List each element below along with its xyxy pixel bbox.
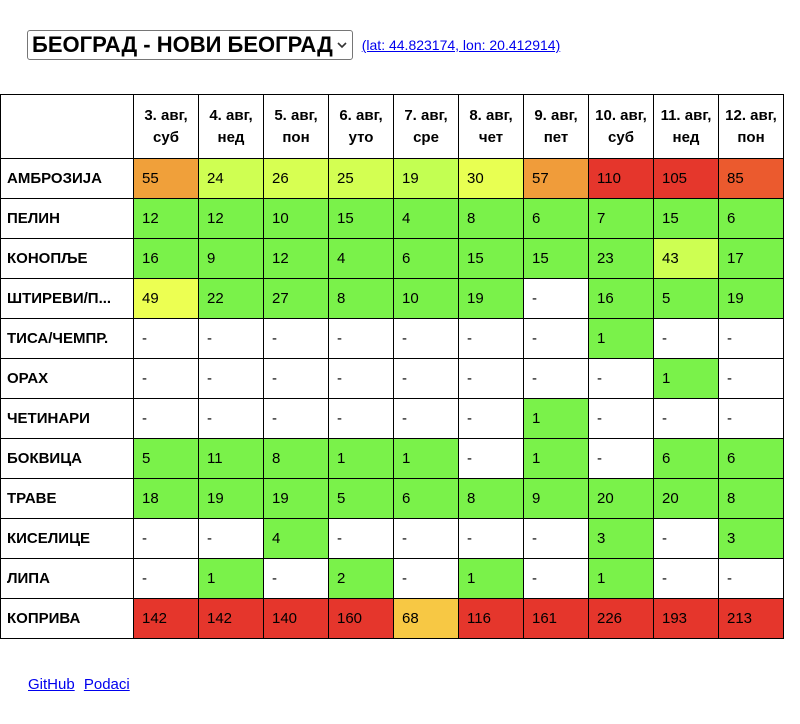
pollen-value-cell: 17 — [719, 239, 784, 279]
pollen-value-cell: 1 — [394, 439, 459, 479]
day-date: 4. авг, — [209, 106, 253, 124]
pollen-value-cell: 7 — [589, 199, 654, 239]
pollen-value-cell: 12 — [264, 239, 329, 279]
pollen-value-cell: 6 — [719, 199, 784, 239]
pollen-value-cell: 25 — [329, 159, 394, 199]
podaci-link[interactable]: Podaci — [83, 676, 130, 693]
pollen-value-cell: - — [264, 319, 329, 359]
pollen-table — [0, 94, 784, 639]
day-header — [199, 95, 264, 159]
row-label: ЧЕТИНАРИ — [1, 399, 134, 439]
table-row — [1, 399, 784, 439]
table-row — [1, 439, 784, 479]
table-row — [1, 239, 784, 279]
pollen-value-cell: - — [589, 439, 654, 479]
coordinates-link[interactable]: (lat: 44.823174, lon: 20.412914) — [361, 37, 561, 53]
day-weekday: сре — [413, 128, 439, 146]
pollen-value-cell: 1 — [524, 399, 589, 439]
pollen-value-cell: - — [199, 319, 264, 359]
day-date: 10. авг, — [595, 106, 647, 124]
row-label: ШТИРЕВИ/П... — [1, 279, 134, 319]
pollen-value-cell: - — [524, 279, 589, 319]
day-weekday: нед — [672, 128, 700, 146]
pollen-value-cell: 8 — [329, 279, 394, 319]
day-date: 3. авг, — [144, 106, 188, 124]
day-header — [654, 95, 719, 159]
pollen-value-cell: - — [329, 399, 394, 439]
day-weekday: пон — [282, 128, 310, 146]
pollen-value-cell: - — [394, 319, 459, 359]
pollen-value-cell: 6 — [394, 239, 459, 279]
pollen-value-cell: 19 — [394, 159, 459, 199]
day-weekday: суб — [153, 128, 179, 146]
pollen-value-cell: - — [199, 519, 264, 559]
footer — [28, 676, 135, 693]
pollen-value-cell: 12 — [199, 199, 264, 239]
pollen-value-cell: - — [719, 319, 784, 359]
pollen-value-cell: 24 — [199, 159, 264, 199]
pollen-value-cell: 1 — [654, 359, 719, 399]
day-date: 12. авг, — [725, 106, 777, 124]
pollen-value-cell: - — [329, 359, 394, 399]
table-row — [1, 319, 784, 359]
pollen-value-cell: 55 — [134, 159, 199, 199]
day-date: 8. авг, — [469, 106, 513, 124]
pollen-value-cell: 6 — [524, 199, 589, 239]
pollen-value-cell: 16 — [134, 239, 199, 279]
pollen-value-cell: 8 — [264, 439, 329, 479]
pollen-value-cell: - — [459, 319, 524, 359]
table-row — [1, 159, 784, 199]
pollen-value-cell: - — [524, 359, 589, 399]
pollen-value-cell: - — [524, 319, 589, 359]
pollen-value-cell: 1 — [589, 319, 654, 359]
pollen-value-cell: 18 — [134, 479, 199, 519]
table-body — [1, 159, 784, 639]
day-header — [134, 95, 199, 159]
day-header — [719, 95, 784, 159]
pollen-value-cell: - — [589, 399, 654, 439]
pollen-value-cell: - — [719, 559, 784, 599]
pollen-value-cell: 16 — [589, 279, 654, 319]
pollen-value-cell: - — [199, 399, 264, 439]
pollen-value-cell: 226 — [589, 599, 654, 639]
day-weekday: суб — [608, 128, 634, 146]
pollen-value-cell: 57 — [524, 159, 589, 199]
pollen-value-cell: 19 — [199, 479, 264, 519]
pollen-value-cell: - — [524, 519, 589, 559]
pollen-value-cell: 1 — [459, 559, 524, 599]
day-header — [589, 95, 654, 159]
pollen-value-cell: 68 — [394, 599, 459, 639]
pollen-value-cell: - — [134, 399, 199, 439]
pollen-value-cell: 85 — [719, 159, 784, 199]
pollen-value-cell: 20 — [589, 479, 654, 519]
row-label: КОПРИВА — [1, 599, 134, 639]
pollen-value-cell: 15 — [524, 239, 589, 279]
table-row — [1, 559, 784, 599]
table-row — [1, 199, 784, 239]
pollen-value-cell: - — [459, 439, 524, 479]
pollen-value-cell: 23 — [589, 239, 654, 279]
pollen-value-cell: 1 — [589, 559, 654, 599]
pollen-value-cell: 6 — [719, 439, 784, 479]
pollen-value-cell: - — [719, 359, 784, 399]
pollen-value-cell: 19 — [264, 479, 329, 519]
pollen-value-cell: - — [134, 519, 199, 559]
location-select[interactable] — [27, 30, 353, 60]
row-label: ЛИПА — [1, 559, 134, 599]
pollen-value-cell: - — [394, 519, 459, 559]
day-header — [329, 95, 394, 159]
location-select-value: БЕОГРАД - НОВИ БЕОГРАД — [32, 32, 333, 57]
pollen-value-cell: 142 — [134, 599, 199, 639]
day-weekday: чет — [478, 128, 504, 146]
table-row — [1, 519, 784, 559]
pollen-value-cell: 19 — [459, 279, 524, 319]
pollen-value-cell: - — [654, 519, 719, 559]
day-weekday: пон — [737, 128, 765, 146]
pollen-value-cell: 20 — [654, 479, 719, 519]
pollen-value-cell: - — [134, 559, 199, 599]
pollen-value-cell: - — [719, 399, 784, 439]
pollen-value-cell: 193 — [654, 599, 719, 639]
pollen-value-cell: 22 — [199, 279, 264, 319]
pollen-value-cell: 8 — [719, 479, 784, 519]
pollen-value-cell: - — [459, 359, 524, 399]
pollen-value-cell: 4 — [329, 239, 394, 279]
day-date: 11. авг, — [660, 106, 712, 124]
row-label: ТИСА/ЧЕМПР. — [1, 319, 134, 359]
pollen-value-cell: 213 — [719, 599, 784, 639]
day-header — [459, 95, 524, 159]
github-link[interactable]: GitHub — [28, 676, 75, 693]
pollen-value-cell: - — [394, 359, 459, 399]
pollen-value-cell: - — [264, 399, 329, 439]
row-label: КОНОПЉЕ — [1, 239, 134, 279]
pollen-value-cell: 4 — [394, 199, 459, 239]
pollen-value-cell: - — [329, 519, 394, 559]
pollen-value-cell: - — [134, 319, 199, 359]
day-weekday: пет — [543, 128, 569, 146]
pollen-value-cell: 43 — [654, 239, 719, 279]
row-label: ТРАВЕ — [1, 479, 134, 519]
pollen-value-cell: 12 — [134, 199, 199, 239]
pollen-value-cell: 142 — [199, 599, 264, 639]
pollen-value-cell: 3 — [589, 519, 654, 559]
pollen-value-cell: 11 — [199, 439, 264, 479]
day-date: 5. авг, — [274, 106, 318, 124]
pollen-value-cell: 15 — [329, 199, 394, 239]
pollen-value-cell: 110 — [589, 159, 654, 199]
row-label: ПЕЛИН — [1, 199, 134, 239]
pollen-value-cell: - — [264, 559, 329, 599]
pollen-value-cell: - — [199, 359, 264, 399]
pollen-value-cell: 15 — [459, 239, 524, 279]
pollen-value-cell: - — [459, 519, 524, 559]
pollen-value-cell: 10 — [264, 199, 329, 239]
header — [27, 30, 560, 60]
day-header — [524, 95, 589, 159]
pollen-value-cell: 3 — [719, 519, 784, 559]
pollen-value-cell: 1 — [524, 439, 589, 479]
table-row — [1, 479, 784, 519]
row-label: АМБРОЗИЈА — [1, 159, 134, 199]
pollen-value-cell: 1 — [329, 439, 394, 479]
pollen-value-cell: - — [654, 319, 719, 359]
table-row — [1, 599, 784, 639]
pollen-value-cell: 15 — [654, 199, 719, 239]
pollen-value-cell: 5 — [134, 439, 199, 479]
pollen-value-cell: 8 — [459, 479, 524, 519]
table-row — [1, 359, 784, 399]
pollen-value-cell: 161 — [524, 599, 589, 639]
pollen-value-cell: 9 — [524, 479, 589, 519]
pollen-value-cell: - — [459, 399, 524, 439]
pollen-value-cell: 8 — [459, 199, 524, 239]
pollen-value-cell: - — [394, 399, 459, 439]
pollen-value-cell: 105 — [654, 159, 719, 199]
table-corner-cell — [1, 95, 134, 159]
pollen-value-cell: 19 — [719, 279, 784, 319]
pollen-value-cell: - — [134, 359, 199, 399]
row-label: КИСЕЛИЦЕ — [1, 519, 134, 559]
pollen-value-cell: 116 — [459, 599, 524, 639]
pollen-value-cell: 49 — [134, 279, 199, 319]
pollen-value-cell: - — [654, 399, 719, 439]
pollen-value-cell: 4 — [264, 519, 329, 559]
pollen-value-cell: 30 — [459, 159, 524, 199]
day-date: 9. авг, — [534, 106, 578, 124]
pollen-value-cell: 5 — [654, 279, 719, 319]
day-header — [394, 95, 459, 159]
pollen-value-cell: 1 — [199, 559, 264, 599]
day-weekday: уто — [348, 128, 374, 146]
pollen-value-cell: - — [524, 559, 589, 599]
pollen-value-cell: 6 — [654, 439, 719, 479]
table-header-row — [1, 95, 784, 159]
pollen-value-cell: 5 — [329, 479, 394, 519]
row-label: ОРАХ — [1, 359, 134, 399]
pollen-value-cell: 26 — [264, 159, 329, 199]
row-label: БОКВИЦА — [1, 439, 134, 479]
pollen-value-cell: - — [654, 559, 719, 599]
chevron-down-icon — [336, 39, 348, 51]
pollen-value-cell: 140 — [264, 599, 329, 639]
pollen-value-cell: 6 — [394, 479, 459, 519]
pollen-value-cell: - — [394, 559, 459, 599]
pollen-value-cell: 2 — [329, 559, 394, 599]
pollen-value-cell: 9 — [199, 239, 264, 279]
pollen-value-cell: 10 — [394, 279, 459, 319]
pollen-value-cell: - — [329, 319, 394, 359]
day-date: 6. авг, — [339, 106, 383, 124]
pollen-value-cell: - — [264, 359, 329, 399]
pollen-value-cell: 160 — [329, 599, 394, 639]
table-row — [1, 279, 784, 319]
day-date: 7. авг, — [404, 106, 448, 124]
pollen-value-cell: 27 — [264, 279, 329, 319]
day-weekday: нед — [217, 128, 245, 146]
day-header — [264, 95, 329, 159]
pollen-value-cell: - — [589, 359, 654, 399]
